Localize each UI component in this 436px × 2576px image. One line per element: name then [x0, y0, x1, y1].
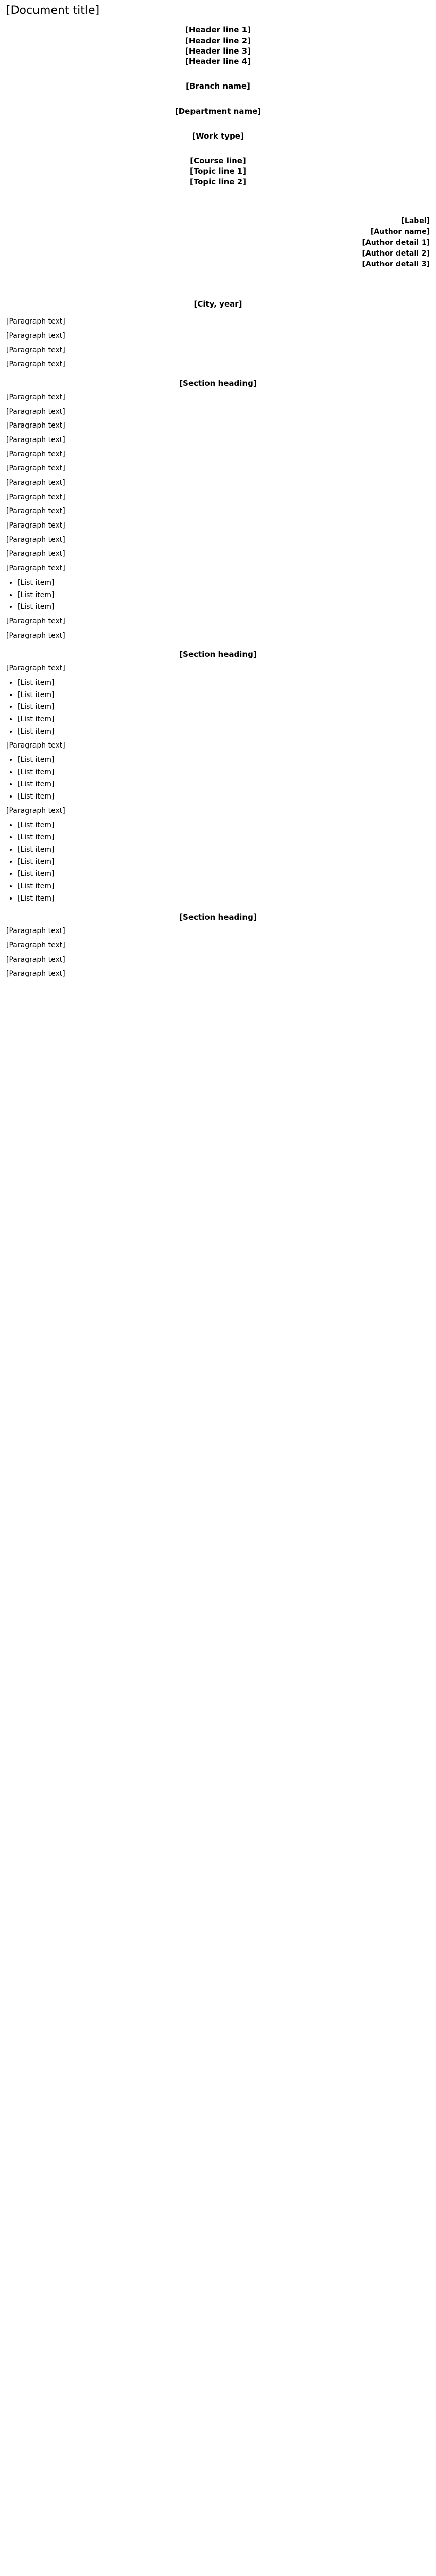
paragraph: [Paragraph text] [6, 550, 65, 558]
header-line: [Header line 4] [185, 57, 251, 66]
section-heading: [Section heading] [179, 650, 257, 659]
author-line: [Author name] [370, 227, 430, 236]
list-item: • [List item] [18, 590, 430, 601]
list-item: • [List item] [18, 832, 430, 843]
list-item: • [List item] [18, 755, 430, 766]
paragraph: [Paragraph text] [6, 507, 65, 516]
paragraph: [Paragraph text] [6, 955, 65, 964]
author-line: [Author detail 2] [362, 249, 430, 258]
list-item: • [List item] [18, 869, 430, 880]
paragraph: [Paragraph text] [6, 941, 65, 950]
list-item: • [List item] [18, 690, 430, 701]
paragraph: [Paragraph text] [6, 450, 65, 459]
page-title: [Document title] [6, 4, 100, 17]
section-heading: [Section heading] [179, 912, 257, 922]
paragraph: [Paragraph text] [6, 435, 65, 444]
paragraph: [Paragraph text] [6, 631, 65, 640]
list-item: • [List item] [18, 857, 430, 868]
list-item: • [List item] [18, 844, 430, 856]
paragraph: [Paragraph text] [6, 617, 65, 625]
list-item: • [List item] [18, 726, 430, 738]
paragraph: [Paragraph text] [6, 464, 65, 473]
bullet-list [6, 677, 430, 737]
list-item: • [List item] [18, 791, 430, 803]
section-heading: [Section heading] [179, 378, 257, 388]
work-type: [Work type] [192, 131, 244, 141]
list-item: • [List item] [18, 702, 430, 713]
list-item: • [List item] [18, 714, 430, 725]
list-item: • [List item] [18, 779, 430, 790]
intro-section [6, 316, 430, 370]
paragraph: [Paragraph text] [6, 493, 65, 501]
bullet-list [6, 578, 430, 613]
paragraph: [Paragraph text] [6, 927, 65, 936]
header-line: [Header line 3] [185, 46, 251, 56]
list-item: • [List item] [18, 893, 430, 905]
list-item: • [List item] [18, 820, 430, 832]
section-body [6, 663, 430, 904]
paragraph: [Paragraph text] [6, 564, 65, 573]
paragraph: [Paragraph text] [6, 521, 65, 530]
paragraph: [Paragraph text] [6, 407, 65, 416]
paragraph: [Paragraph text] [6, 360, 65, 369]
topic-line: [Topic line 2] [189, 177, 247, 187]
paragraph: [Paragraph text] [6, 664, 65, 673]
paragraph: [Paragraph text] [6, 970, 65, 978]
branch-name: [Branch name] [186, 81, 250, 91]
header-line: [Header line 1] [185, 25, 251, 35]
paragraph: [Paragraph text] [6, 535, 65, 544]
list-item: • [List item] [18, 881, 430, 892]
list-item: • [List item] [18, 767, 430, 778]
section-body [6, 392, 430, 641]
department-name: [Department name] [175, 106, 261, 116]
section-body [6, 926, 430, 980]
paragraph: [Paragraph text] [6, 806, 65, 815]
bullet-list [6, 755, 430, 803]
paragraph: [Paragraph text] [6, 421, 65, 430]
list-item: • [List item] [18, 602, 430, 613]
title-header [6, 25, 430, 66]
performed-label: [Label] [401, 216, 430, 225]
paragraph: [Paragraph text] [6, 317, 65, 326]
list-item: • [List item] [18, 677, 430, 689]
paragraph: [Paragraph text] [6, 393, 65, 401]
city-year: [City, year] [194, 299, 242, 309]
author-block [6, 216, 430, 270]
paragraph: [Paragraph text] [6, 479, 65, 487]
paragraph: [Paragraph text] [6, 331, 65, 340]
topic-line: [Topic line 1] [189, 166, 247, 176]
list-item: • [List item] [18, 578, 430, 589]
course-line: [Course line] [190, 156, 246, 166]
bullet-list [6, 820, 430, 905]
paragraph: [Paragraph text] [6, 346, 65, 354]
author-line: [Author detail 1] [362, 238, 430, 247]
paragraph: [Paragraph text] [6, 741, 65, 750]
author-line: [Author detail 3] [362, 260, 430, 268]
header-line: [Header line 2] [185, 36, 251, 45]
